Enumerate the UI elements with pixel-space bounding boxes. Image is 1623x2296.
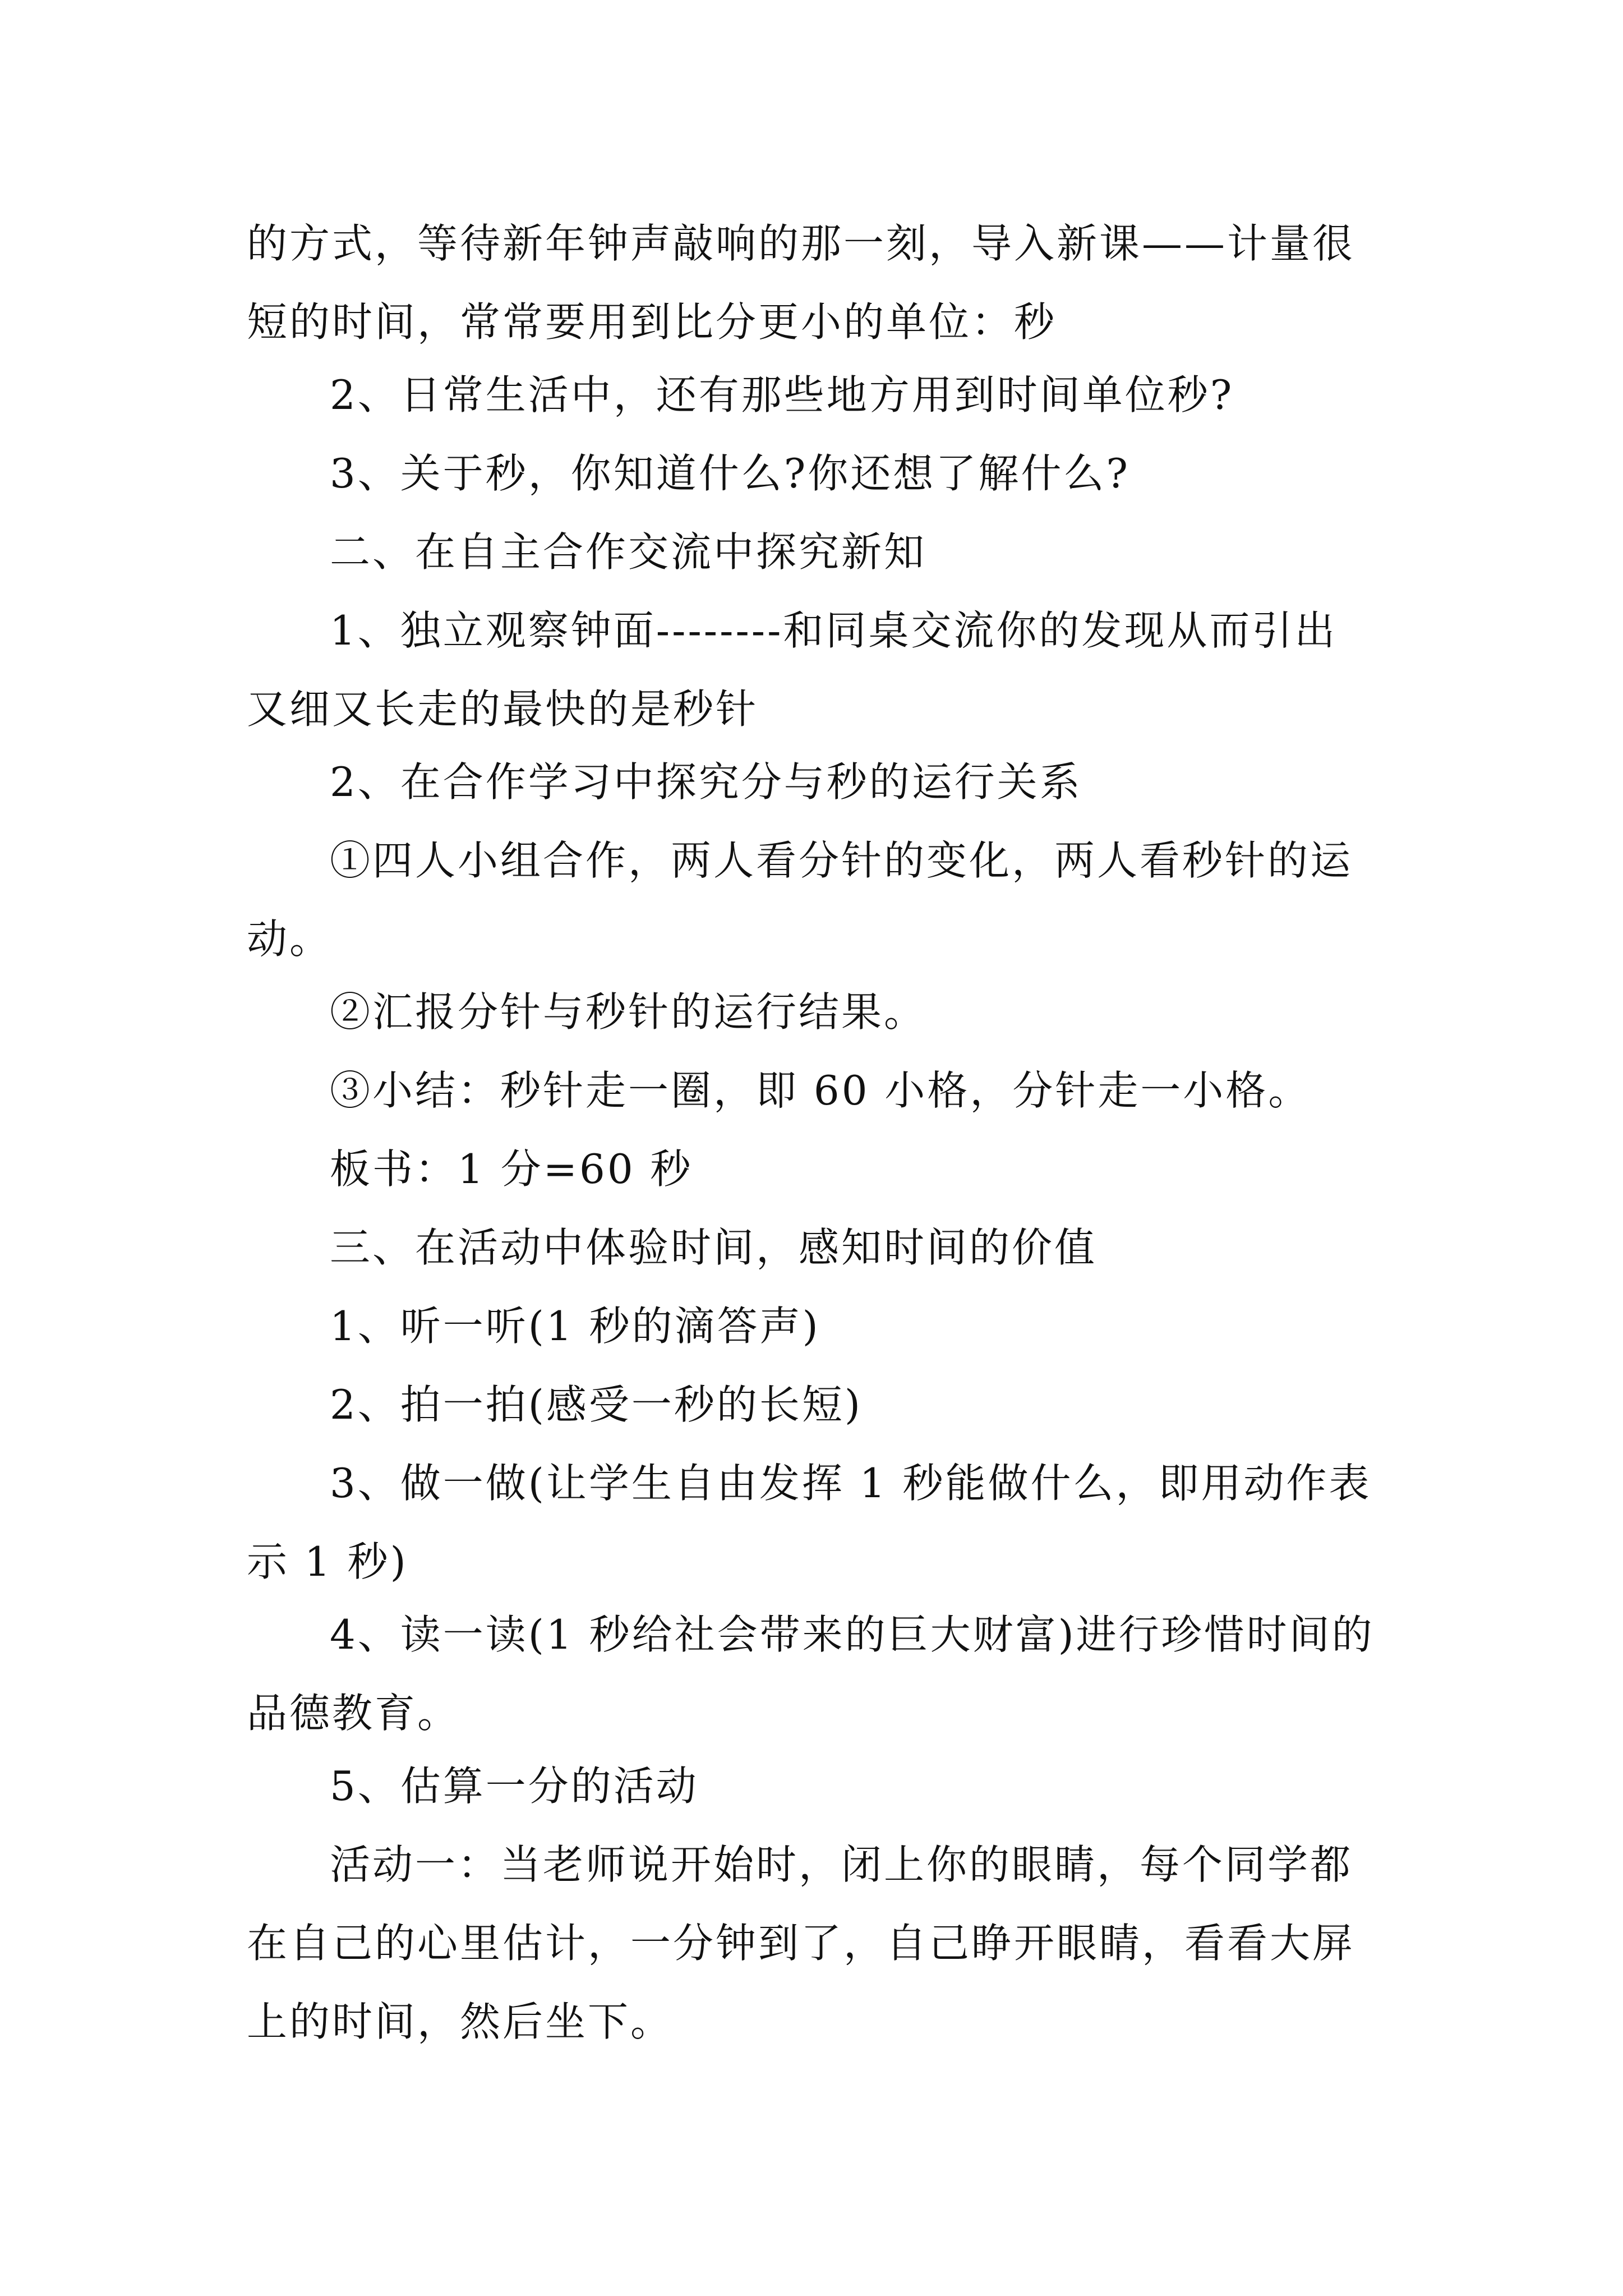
text-line: 2、在合作学习中探究分与秒的运行关系	[330, 758, 1082, 806]
paragraph-item-3	[247, 434, 1385, 513]
text-line: 3、做一做(让学生自由发挥 1 秒能做什么，即用动作表	[330, 1460, 1372, 1507]
text-line: 在自己的心里估计，一分钟到了，自己睁开眼睛，看看大屏	[247, 1920, 1355, 1967]
paragraph-board-note	[247, 1130, 1385, 1208]
text-line: 示 1 秒)	[247, 1538, 408, 1585]
text-line: 活动一：当老师说开始时，闭上你的眼睛，每个同学都	[330, 1841, 1353, 1888]
text-line: 的方式，等待新年钟声敲响的那一刻，导入新课——计量很	[247, 220, 1355, 267]
text-line: ①四人小组合作，两人看分针的变化，两人看秒针的运	[330, 837, 1353, 884]
paragraph-explore-relation	[247, 743, 1385, 821]
paragraph-clap	[247, 1365, 1385, 1444]
text-line: 板书：1 分=60 秒	[330, 1145, 693, 1193]
section-heading-2	[247, 513, 1385, 591]
text-line: ③小结：秒针走一圈，即 60 小格，分针走一小格。	[330, 1067, 1311, 1114]
paragraph-read	[247, 1595, 1385, 1752]
text-line: 3、关于秒，你知道什么?你还想了解什么?	[330, 450, 1131, 497]
paragraph-estimate	[247, 1747, 1385, 1825]
text-line: 4、读一读(1 秒给社会带来的巨大财富)进行珍惜时间的	[330, 1611, 1375, 1658]
text-line: 1、独立观察钟面--------和同桌交流你的发现从而引出	[330, 607, 1338, 654]
text-line: 二、在自主合作交流中探究新知	[330, 528, 927, 576]
text-line: 5、估算一分的活动	[330, 1763, 699, 1810]
text-line: 上的时间，然后坐下。	[247, 1998, 674, 2045]
text-line: ②汇报分针与秒针的运行结果。	[330, 988, 927, 1036]
text-line: 三、在活动中体验时间，感知时间的价值	[330, 1224, 1098, 1271]
paragraph-report	[247, 973, 1385, 1051]
text-line: 1、听一听(1 秒的滴答声)	[330, 1303, 820, 1350]
text-line: 动。	[247, 915, 333, 963]
text-line: 品德教育。	[247, 1690, 460, 1737]
text-line: 短的时间，常常要用到比分更小的单位：秒	[247, 298, 1057, 346]
text-line: 2、日常生活中，还有那些地方用到时间单位秒?	[330, 371, 1234, 418]
text-line: 2、拍一拍(感受一秒的长短)	[330, 1381, 863, 1428]
paragraph-group-work	[247, 821, 1385, 978]
paragraph-do	[247, 1444, 1385, 1601]
paragraph-activity-one	[247, 1825, 1385, 2061]
paragraph-observe-clock	[247, 591, 1385, 748]
text-line: 又细又长走的最快的是秒针	[247, 685, 759, 733]
paragraph-intro-continuation	[247, 204, 1385, 361]
paragraph-listen	[247, 1287, 1385, 1365]
section-heading-3	[247, 1208, 1385, 1287]
paragraph-item-2	[247, 356, 1385, 434]
paragraph-summary	[247, 1051, 1385, 1130]
